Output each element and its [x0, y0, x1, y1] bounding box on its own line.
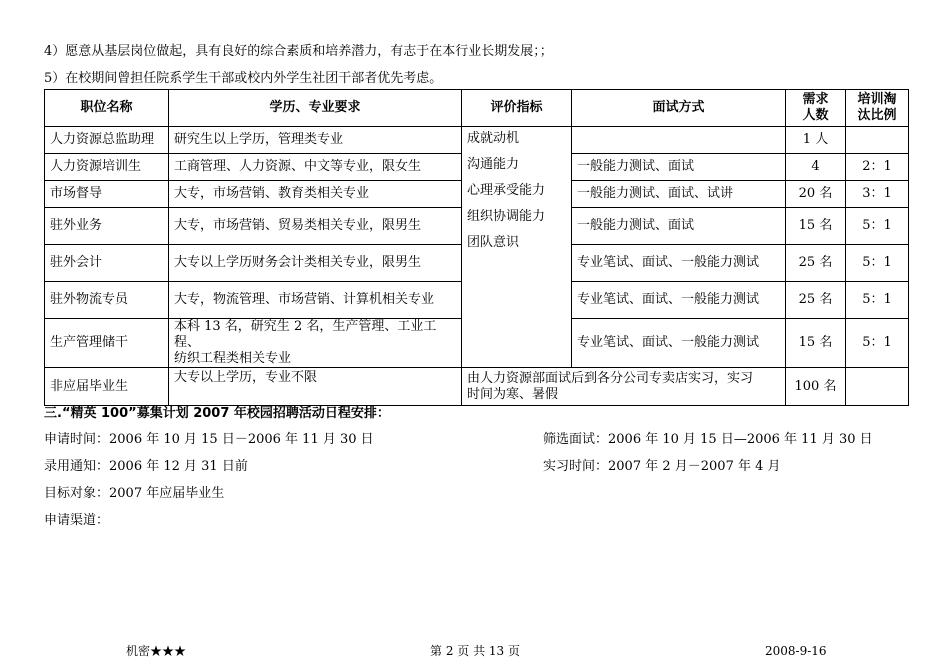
cell-position: 生产管理储干 [45, 319, 169, 368]
cell-position: 非应届毕业生 [45, 368, 169, 406]
cell-education: 大专，物流管理、市场营销、计算机相关专业 [169, 282, 462, 319]
cell-demand: 15 名 [786, 319, 846, 368]
header-education: 学历、专业要求 [169, 90, 462, 127]
header-interview: 面试方式 [572, 90, 786, 127]
cell-demand: 4 [786, 154, 846, 181]
cell-ratio: 5：1 [846, 208, 909, 245]
header-demand: 需求 人数 [786, 90, 846, 127]
cell-position: 人力资源培训生 [45, 154, 169, 181]
header-position: 职位名称 [45, 90, 169, 127]
internship-time: 实习时间：2007 年 2 月－2007 年 4 月 [543, 459, 781, 474]
cell-interview [572, 127, 786, 154]
footer-date: 2008-9-16 [765, 644, 827, 658]
cell-ratio: 2：1 [846, 154, 909, 181]
apply-time: 申请时间：2006 年 10 月 15 日－2006 年 11 月 30 日 [44, 432, 374, 447]
cell-demand: 20 名 [786, 181, 846, 208]
cell-ratio: 5：1 [846, 319, 909, 368]
cell-education: 大专以上学历，专业不限 [169, 368, 462, 406]
cell-demand: 100 名 [786, 368, 846, 406]
cell-demand: 1 人 [786, 127, 846, 154]
cell-interview: 一般能力测试、面试 [572, 208, 786, 245]
apply-channel: 申请渠道： [44, 513, 110, 528]
cell-education: 大专，市场营销、教育类相关专业 [169, 181, 462, 208]
header-ratio: 培训淘 汰比例 [846, 90, 909, 127]
cell-interview: 专业笔试、面试、一般能力测试 [572, 282, 786, 319]
cell-education: 研究生以上学历，管理类专业 [169, 127, 462, 154]
cell-demand: 25 名 [786, 282, 846, 319]
cell-position: 人力资源总监助理 [45, 127, 169, 154]
cell-ratio [846, 127, 909, 154]
evaluation-item: 组织协调能力 [467, 209, 546, 224]
cell-demand: 15 名 [786, 208, 846, 245]
cell-interview: 专业笔试、面试、一般能力测试 [572, 319, 786, 368]
table-row [45, 127, 909, 154]
cell-ratio [846, 368, 909, 406]
cell-demand: 25 名 [786, 245, 846, 282]
confidential-mark: 机密★★★ [126, 644, 187, 658]
position-table [44, 89, 909, 406]
evaluation-item: 心理承受能力 [467, 183, 546, 198]
cell-interview: 一般能力测试、面试、试讲 [572, 181, 786, 208]
cell-education: 工商管理、人力资源、中文等专业，限女生 [169, 154, 462, 181]
cell-interview: 一般能力测试、面试 [572, 154, 786, 181]
table-header-row [45, 90, 909, 127]
cell-education: 本科 13 名，研究生 2 名，生产管理、工业工程、 纺织工程类相关专业 [169, 319, 462, 368]
evaluation-item: 成就动机 [467, 131, 520, 146]
intro-line-4: 4）愿意从基层岗位做起，具有良好的综合素质和培养潜力，有志于在本行业长期发展；； [44, 44, 553, 59]
cell-ratio: 5：1 [846, 245, 909, 282]
cell-ratio: 5：1 [846, 282, 909, 319]
cell-education: 大专以上学历财务会计类相关专业，限男生 [169, 245, 462, 282]
page-number: 第 2 页 共 13 页 [430, 644, 520, 658]
cell-position: 驻外业务 [45, 208, 169, 245]
intro-line-5: 5）在校期间曾担任院系学生干部或校内外学生社团干部者优先考虑。 [44, 71, 443, 86]
cell-education: 大专，市场营销、贸易类相关专业，限男生 [169, 208, 462, 245]
offer-notice: 录用通知：2006 年 12 月 31 日前 [44, 459, 248, 474]
cell-ratio: 3：1 [846, 181, 909, 208]
cell-evaluation [462, 127, 572, 368]
target-audience: 目标对象：2007 年应届毕业生 [44, 486, 225, 501]
screen-interview-time: 筛选面试：2006 年 10 月 15 日—2006 年 11 月 30 日 [543, 432, 873, 447]
cell-position: 驻外物流专员 [45, 282, 169, 319]
table-row [45, 368, 909, 406]
section3-title: 三.“精英 100”募集计划 2007 年校园招聘活动日程安排： [44, 406, 390, 421]
cell-note: 由人力资源部面试后到各分公司专卖店实习，实习 时间为寒、暑假 [462, 368, 786, 406]
evaluation-item: 沟通能力 [467, 157, 520, 172]
cell-interview: 专业笔试、面试、一般能力测试 [572, 245, 786, 282]
evaluation-item: 团队意识 [467, 235, 520, 250]
cell-position: 驻外会计 [45, 245, 169, 282]
cell-position: 市场督导 [45, 181, 169, 208]
header-evaluation: 评价指标 [462, 90, 572, 127]
